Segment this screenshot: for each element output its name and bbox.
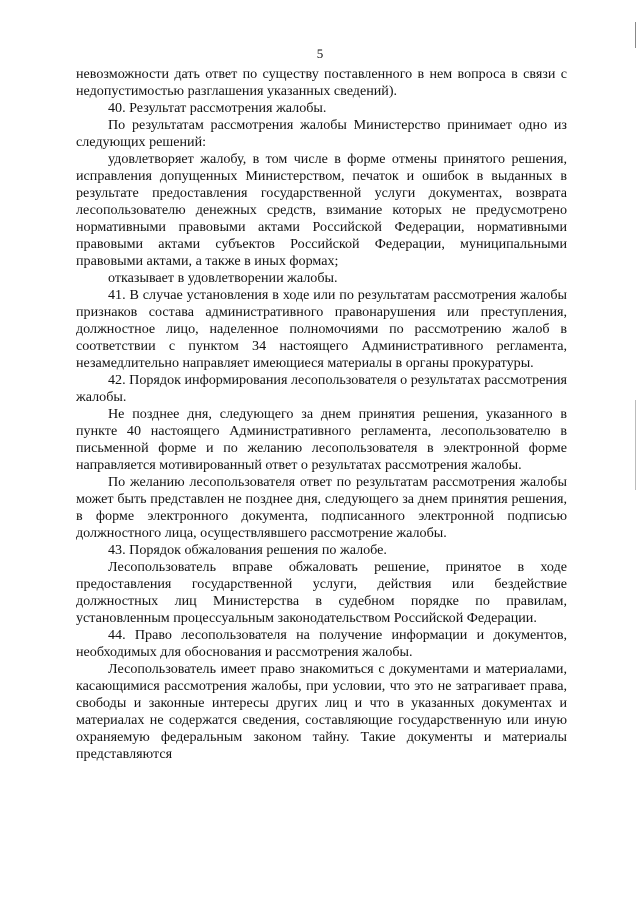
- section-heading: 44. Право лесопользователя на получение информации и документов, необходимых для обоснования и рассмотрения жалобы.: [76, 627, 567, 660]
- section-heading: 41. В случае установления в ходе или по результатам рассмотрения жалобы признаков состава административного правонарушения или преступления, должностное лицо, наделенное полномочиями по рассмотрению жалоб в соответствии с пунктом 34 настоящего Административного регламента, незамедлительно направляет имеющиеся материалы в органы прокуратуры.: [76, 287, 567, 371]
- section-heading: 43. Порядок обжалования решения по жалобе.: [108, 542, 387, 558]
- paragraph: По результатам рассмотрения жалобы Министерство принимает одно из следующих решений:: [76, 117, 567, 150]
- paragraph: отказывает в удовлетворении жалобы.: [108, 270, 338, 286]
- page-number: 5: [316, 46, 324, 61]
- paragraph: невозможности дать ответ по существу поставленного в нем вопроса в связи с недопустимостью разглашения указанных сведений).: [76, 66, 567, 99]
- paragraph: Лесопользователь имеет право знакомиться с документами и материалами, касающимися рассмотрения жалобы, при условии, что это не затрагивает права, свободы и законные интересы других лиц и что в указанных документах и материалах не содержатся сведения, составляющие государственную или иную охраняемую федеральным законом тайну. Такие документы и материалы представляются: [76, 661, 567, 762]
- paragraph: По желанию лесопользователя ответ по результатам рассмотрения жалобы может быть представлен не позднее дня, следующего за днем принятия решения, в форме электронного документа, подписанного электронной подписью должностного лица, осуществлявшего рассмотрение жалобы.: [76, 474, 567, 541]
- document-body: [76, 66, 567, 763]
- paragraph: Лесопользователь вправе обжаловать решение, принятое в ходе предоставления государственной услуги, действия или бездействие должностных лиц Министерства в судебном порядке по правилам, установленным процессуальным законодательством Российской Федерации.: [76, 559, 567, 626]
- scan-edge-mark: [635, 22, 636, 48]
- scan-edge-mark: [635, 400, 636, 490]
- section-heading: 40. Результат рассмотрения жалобы.: [108, 100, 327, 116]
- section-heading: 42. Порядок информирования лесопользователя о результатах рассмотрения жалобы.: [76, 372, 567, 405]
- paragraph: Не позднее дня, следующего за днем принятия решения, указанного в пункте 40 настоящего Административного регламента, лесопользователю в письменной форме и по желанию лесопользователя в электронной форме направляется мотивированный ответ о результатах рассмотрения жалобы.: [76, 406, 567, 473]
- paragraph: удовлетворяет жалобу, в том числе в форме отмены принятого решения, исправления допущенных Министерством, печаток и ошибок в выданных в результате предоставления государственной услуги документах, возврата лесопользователю денежных средств, взимание которых не предусмотрено нормативными правовыми актами Российской Федерации, нормативными правовыми актами субъектов Российской Федерации, муниципальными правовыми актами, а также в иных формах;: [76, 151, 567, 269]
